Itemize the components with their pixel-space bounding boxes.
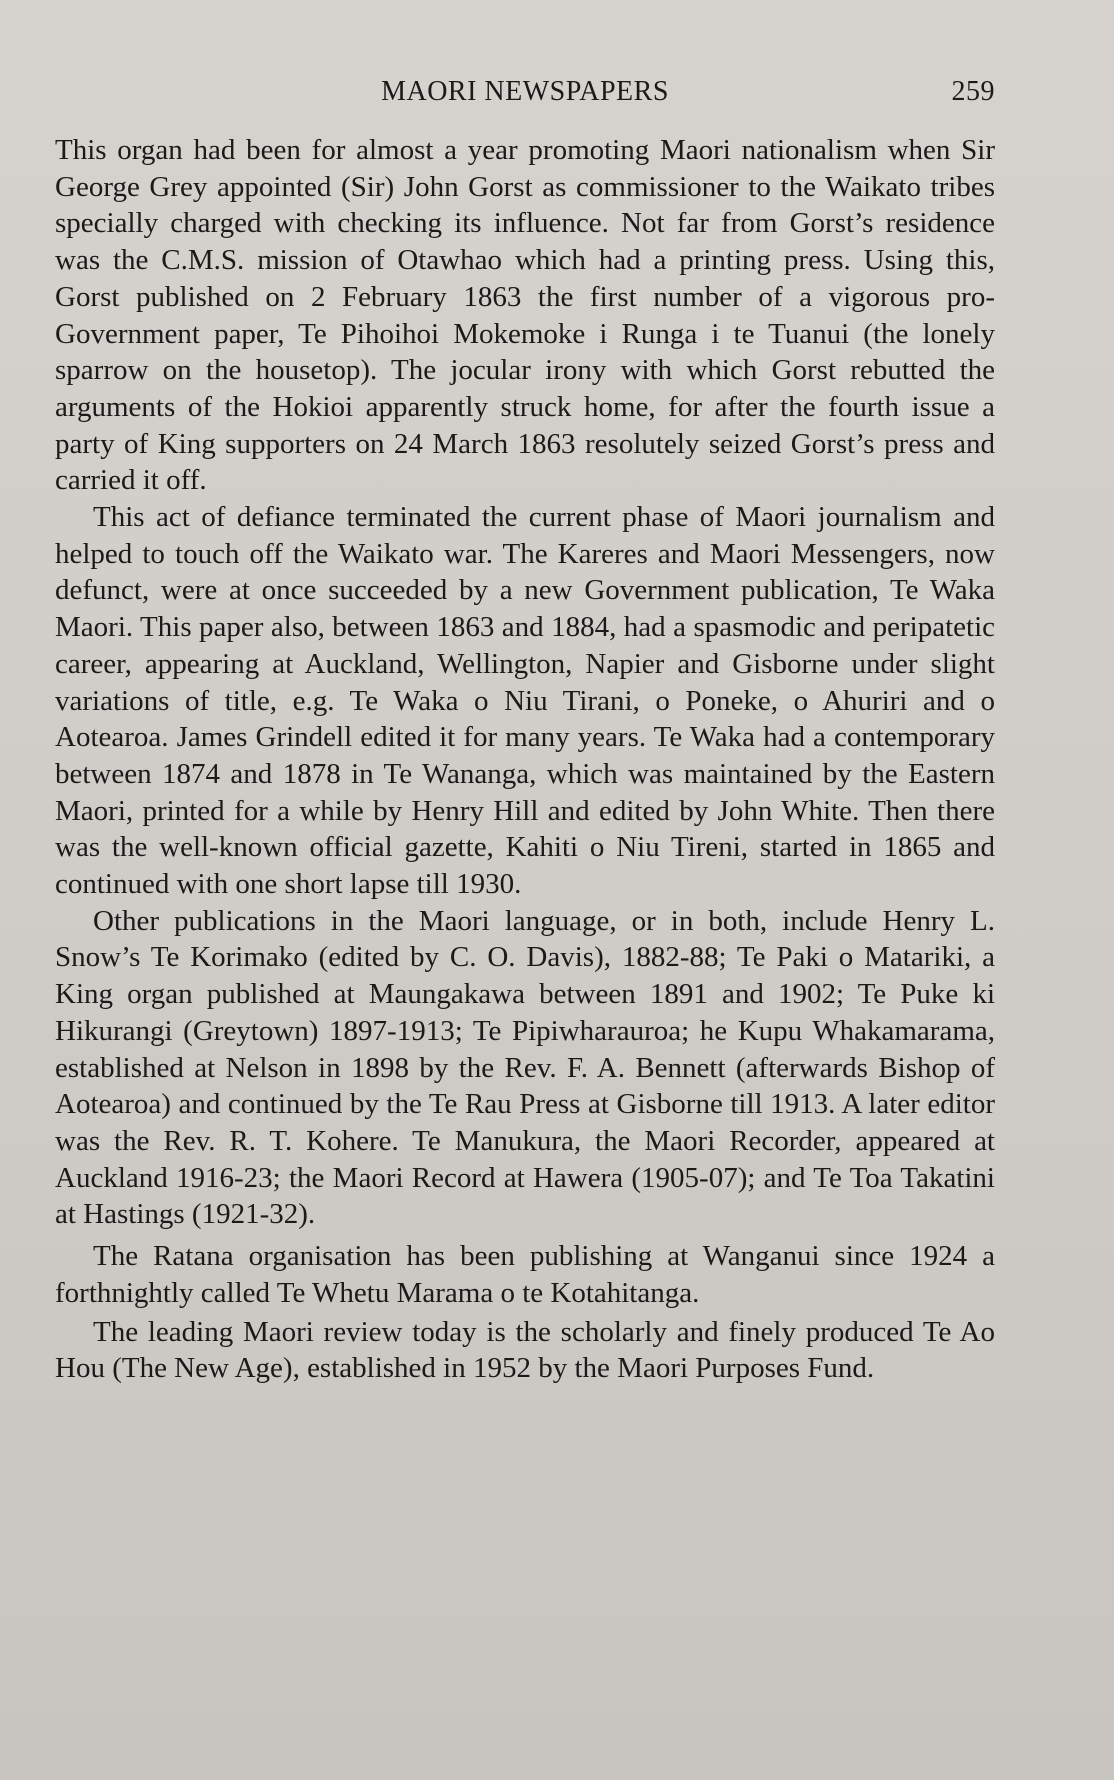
body-text bbox=[55, 132, 995, 1387]
page-number: 259 bbox=[951, 76, 995, 107]
page-header bbox=[55, 72, 995, 112]
paragraph-te-ao-hou: The leading Maori review today is the scholarly and finely produced Te Ao Hou (The New Age), established in 1952 by the Maori Purposes Fund. bbox=[55, 1315, 995, 1385]
paragraph-te-waka-maori: This act of defiance terminated the current phase of Maori journalism and helped to touch off the Waikato war. The Kareres and Maori Messengers, now defunct, were at once succeeded by a new Government publication, Te Waka Maori. This paper also, between 1863 and 1884, had a spasmodic and peripatetic career, appearing at Auckland, Wellington, Napier and Gisborne under slight variations of title, e.g. Te Waka o Niu Tirani, o Poneke, o Ahuriri and o Aotearoa. James Grindell edited it for many years. Te Waka had a contemporary between 1874 and 1878 in Te Wananga, which was maintained by the Eastern Maori, printed for a while by Henry Hill and edited by John White. Then there was the well-known official gazette, Kahiti o Niu Tireni, started in 1865 and continued with one short lapse till 1930. bbox=[55, 501, 995, 901]
running-title: MAORI NEWSPAPERS bbox=[381, 76, 669, 107]
paragraph-gorst-press: This organ had been for almost a year promoting Maori nationalism when Sir George Grey appointed (Sir) John Gorst as commissioner to the Waikato tribes specially charged with checking its influence. Not far from Gorst’s residence was the C.M.S. mission of Otawhao which had a printing press. Using this, Gorst published on 2 February 1863 the first number of a vigorous pro-Government paper, Te Pihoihoi Mokemoke i Runga i te Tuanui (the lonely sparrow on the housetop). The jocular irony with which Gorst rebutted the arguments of the Hokioi apparently struck home, for after the fourth issue a party of King supporters on 24 March 1863 resolutely seized Gorst’s press and carried it off. bbox=[55, 134, 995, 497]
paragraph-ratana: The Ratana organisation has been publishing at Wanganui since 1924 a forthnightly called Te Whetu Marama o te Kotahitanga. bbox=[55, 1240, 995, 1309]
paragraph-other-publications: Other publications in the Maori language, or in both, include Henry L. Snow’s Te Korimako (edited by C. O. Davis), 1882-88; Te Paki o Matariki, a King organ published at Maungakawa between 1891 and 1902; Te Puke ki Hikurangi (Greytown) 1897-1913; Te Pipiwharauroa; he Kupu Whakamarama, established at Nelson in 1898 by the Rev. F. A. Bennett (afterwards Bishop of Aotearoa) and continued by the Te Rau Press at Gisborne till 1913. A later editor was the Rev. R. T. Kohere. Te Manukura, the Maori Recorder, appeared at Auckland 1916-23; the Maori Record at Hawera (1905-07); and Te Toa Takatini at Hastings (1921-32). bbox=[55, 904, 995, 1231]
